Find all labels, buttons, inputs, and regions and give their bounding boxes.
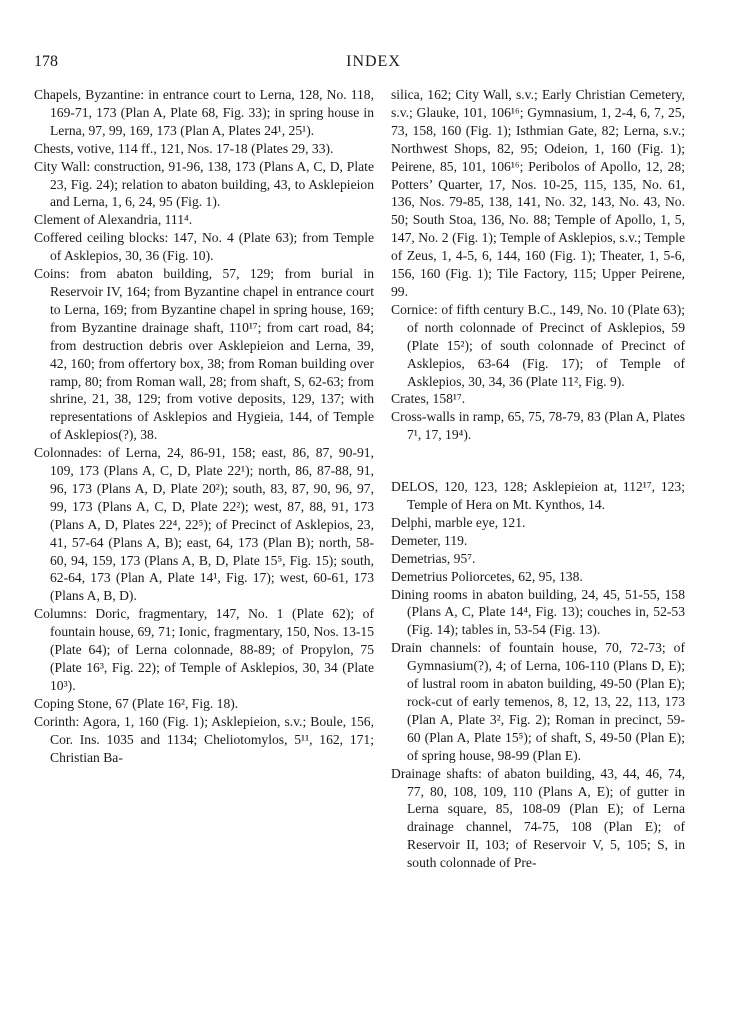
index-entry: City Wall: construction, 91-96, 138, 173 (Plans A, C, D, Plate 23, Fig. 24); relation to abaton building, 43, to Asklepieion and Lerna, 1, 6, 24, 95 (Fig. 1). [34, 158, 374, 210]
index-entry: DELOS, 120, 123, 128; Asklepieion at, 112¹⁷, 123; Temple of Hera on Mt. Kynthos, 14. [391, 479, 685, 513]
right-column [391, 86, 685, 872]
index-entry: Delphi, marble eye, 121. [391, 514, 526, 530]
page-header [0, 53, 747, 77]
left-column [34, 86, 374, 766]
index-entry: Cornice: of fifth century B.C., 149, No. 10 (Plate 63); of north colonnade of Precinct of Asklepios, 59 (Plate 15²); of south colonnade of Precinct of Asklepios, 63-64 (Fig. 17); of Temple of Asklepios, 30, 34, 36 (Plate 11², Fig. 9). [391, 301, 685, 389]
index-entry: Cross-walls in ramp, 65, 75, 78-79, 83 (Plan A, Plates 7¹, 17, 19⁴). [391, 409, 685, 443]
index-entry: Corinth: Agora, 1, 160 (Fig. 1); Asklepieion, s.v.; Boule, 156, Cor. Ins. 1035 and 1134; Cheliotomylos, 5¹¹, 162, 171; Christian Ba- [34, 713, 374, 765]
index-entry: Demetrius Poliorcetes, 62, 95, 138. [391, 568, 583, 584]
index-entry: Coping Stone, 67 (Plate 16², Fig. 18). [34, 695, 239, 711]
index-entry: Drain channels: of fountain house, 70, 72-73; of Gymnasium(?), 4; of Lerna, 106-110 (Plans D, E); of lustral room in abaton building, 49-50 (Plan E); rock-cut of early temenos, 8, 12, 13, 22, 113, 173 (Plan A, Plate 3², Fig. 2); Roman in precinct, 59-60 (Plan A, Plate 15⁵); of shaft, S, 49-50 (Plan E); of spring house, 98-99 (Plan E). [391, 640, 685, 763]
index-entry: Coins: from abaton building, 57, 129; from burial in Reservoir IV, 164; from Byzantine chapel in entrance court to Lerna, 169; from Byzantine chapel in spring house, 169; from Byzantine drainage shaft, 110¹⁷; from cart road, 84; from destruction debris over Asklepieion and Lerna, 39, 42, 160; from offertory box, 38; from Roman building over ramp, 80; from Roman wall, 28; from shaft, S, 62-63; from shrine, 21, 38, 129; from votive deposits, 129, 137; with representations of Asklepios and Hygieia, 144, of Temple of Asklepios(?), 38. [34, 266, 374, 443]
index-entry: Clement of Alexandria, 111⁴. [34, 212, 193, 228]
index-entry: Demeter, 119. [391, 532, 468, 548]
index-entry: Columns: Doric, fragmentary, 147, No. 1 (Plate 62); of fountain house, 69, 71; Ionic, fragmentary, 150, Nos. 13-15 (Plate 64); of Lerna colonnade, 88-89; of Propylon, 75 (Plate 16³, Fig. 22); of Temple of Asklepios, 30, 34 (Plate 10³). [34, 606, 374, 693]
index-entry-continued: silica, 162; City Wall, s.v.; Early Christian Cemetery, s.v.; Glauke, 101, 106¹⁶; Gymnasium, 1, 2-4, 6, 7, 25, 73, 158, 160 (Fig. 1); Isthmian Gate, 82; Lerna, s.v.; Northwest Shops, 82, 95; Odeion, 1, 160 (Fig. 1); Peirene, 85, 101, 106¹⁶; Peribolos of Apollo, 12, 28; Potters’ Quarter, 17, Nos. 10-25, 115, 135, No. 61, 136, Nos. 79-85, 138, 141, No. 32, 143, No. 43, No. 50; South Stoa, 136, No. 88; Temple of Apollo, 1, 5, 147, No. 2 (Fig. 1); Temple of Asklepios, s.v.; Temple of Zeus, 1, 4-5, 6, 144, 160 (Fig. 1); Theater, 1, 5-6, 156, 160 (Fig. 1); Tile Factory, 115; Upper Peirene, 99. [391, 87, 685, 299]
page-number: 178 [34, 53, 58, 70]
index-entry: Coffered ceiling blocks: 147, No. 4 (Plate 63); from Temple of Asklepios, 30, 36 (Fig. 10). [34, 230, 374, 264]
running-head: INDEX [346, 53, 401, 70]
index-entry: Demetrias, 95⁷. [391, 550, 476, 566]
index-entry: Chests, votive, 114 ff., 121, Nos. 17-18 (Plates 29, 33). [34, 140, 334, 156]
index-entry: Drainage shafts: of abaton building, 43, 44, 46, 74, 77, 80, 108, 109, 110 (Plans A, E); of gutter in Lerna square, 85, 108-09 (Plan E); of Lerna drainage channel, 74-75, 108 (Plan E); of Reservoir II, 103; of Reservoir V, 5, 105; S, in south colonnade of Pre- [391, 765, 685, 871]
index-entry: Colonnades: of Lerna, 24, 86-91, 158; east, 86, 87, 90-91, 109, 173 (Plans A, C, D, Plate 22¹); north, 86, 87-88, 91, 96, 173 (Plans A, D, Plate 20²); south, 83, 87, 90, 96, 97, 99, 173 (Plans A, C, D, Plate 22²); west, 87, 88, 91, 173 (Plans A, D, Plates 22⁴, 22⁵); of Precinct of Asklepios, 23, 41, 57-64 (Plans A, B); east, 64, 173 (Plan B); north, 58-60, 94, 159, 173 (Plans A, B, D, Plate 15⁵, Fig. 15); south, 62-64, 173 (Plan A, Plate 14¹, Fig. 17); west, 60-61, 173 (Plans A, B, D). [34, 445, 374, 604]
index-entry: Crates, 158¹⁷. [391, 391, 466, 407]
section-gap [391, 444, 685, 478]
index-entry: Dining rooms in abaton building, 24, 45, 51-55, 158 (Plans A, C, Plate 14⁴, Fig. 13); couches in, 52-53 (Fig. 14); tables in, 53-54 (Fig. 13). [391, 586, 685, 638]
index-entry: Chapels, Byzantine: in entrance court to Lerna, 128, No. 118, 169-71, 173 (Plan A, Plate 68, Fig. 33); in spring house in Lerna, 97, 99, 169, 173 (Plan A, Plates 24¹, 25¹). [34, 87, 374, 138]
